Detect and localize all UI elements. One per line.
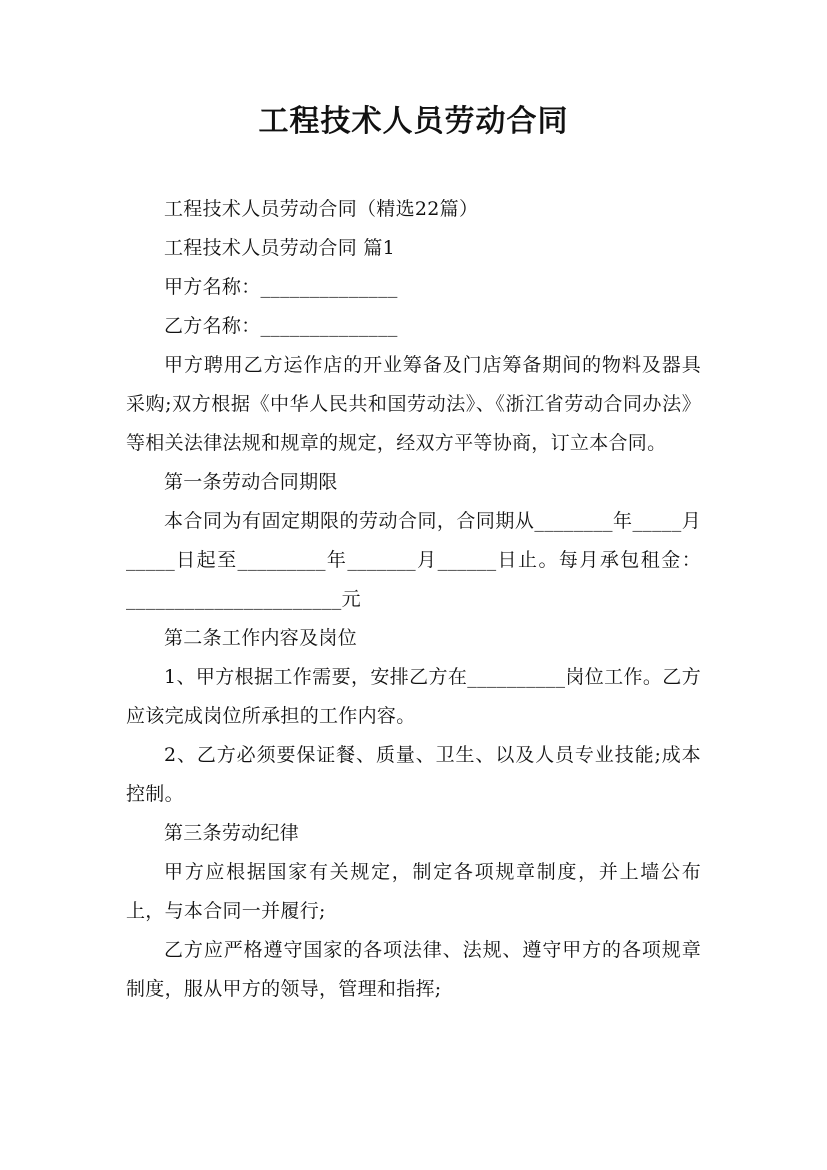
article-heading: 第一条劳动合同期限 bbox=[164, 471, 338, 493]
party-a-name-line: 甲方名称：______________ bbox=[164, 276, 398, 298]
discipline-paragraph-b: 乙方应严格遵守国家的各项法律、法规、遵守甲方的各项规章制度，服从甲方的领导，管理和指挥; bbox=[126, 939, 701, 1000]
document-body bbox=[126, 190, 701, 1009]
subtitle-paragraph: 工程技术人员劳动合同（精选22篇） bbox=[164, 198, 479, 220]
job-requirement-paragraph: 2、乙方必须要保证餐、质量、卫生、以及人员专业技能;成本控制。 bbox=[126, 744, 701, 805]
preamble-paragraph: 甲方聘用乙方运作店的开业筹备及门店筹备期间的物料及器具采购;双方根据《中华人民共和国劳动法》、《浙江省劳动合同办法》等相关法律法规和规章的规定，经双方平等协商，订立本合同。 bbox=[126, 354, 701, 454]
article-heading: 第三条劳动纪律 bbox=[164, 822, 300, 844]
article-heading: 第二条工作内容及岗位 bbox=[164, 627, 358, 649]
discipline-paragraph-a: 甲方应根据国家有关规定，制定各项规章制度，并上墙公布上，与本合同一并履行; bbox=[126, 861, 701, 922]
section-heading: 工程技术人员劳动合同 篇1 bbox=[164, 237, 396, 259]
document-title: 工程技术人员劳动合同 bbox=[258, 104, 569, 139]
job-position-paragraph: 1、甲方根据工作需要，安排乙方在__________岗位工作。乙方应该完成岗位所承担的工作内容。 bbox=[126, 666, 701, 727]
party-b-name-line: 乙方名称：______________ bbox=[164, 315, 398, 337]
contract-term-paragraph: 本合同为有固定期限的劳动合同，合同期从________年_____月_____日起至_________年_______月______日止。每月承包租金：______________________元 bbox=[126, 510, 701, 610]
